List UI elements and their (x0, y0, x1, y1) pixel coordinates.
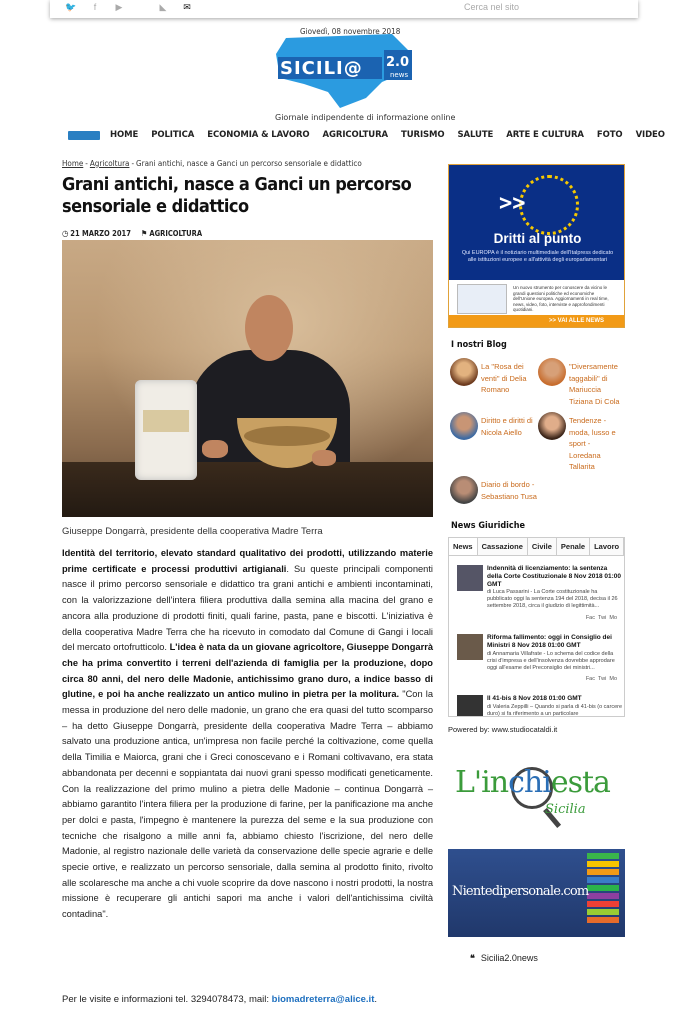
ad-device-image (457, 284, 507, 314)
email-link[interactable]: biomadreterra@alice.it (271, 994, 375, 1005)
arrows-icon: >> (499, 191, 526, 216)
tag-icon: ⚑ (140, 229, 148, 238)
rss-icon[interactable]: ◣ (159, 2, 167, 12)
breadcrumb-current: Grani antichi, nasce a Ganci un percorso sensoriale e didattico (136, 159, 362, 168)
quote-icon: ❝ (470, 953, 475, 963)
nav-item-economia[interactable]: ECONOMIA & LAVORO (207, 130, 310, 140)
blog-link[interactable]: Diritto e diritti di Nicola Aiello (481, 416, 533, 437)
nav-item-home[interactable]: HOME (110, 130, 139, 140)
blog-link[interactable]: Tendenze - moda, lusso e sport - Loredana Tallarita (569, 416, 616, 471)
article-info: Per le visite e informazioni tel. 3294078473, mail: biomadreterra@alice.it. (62, 994, 377, 1005)
news-thumbnail (457, 695, 483, 717)
photo-flour-bag (135, 380, 197, 480)
powered-by[interactable]: Powered by: www.studiocataldi.it (448, 725, 558, 734)
ad-title: Dritti al punto (493, 231, 582, 246)
nav-item-video[interactable]: VIDEO (635, 130, 665, 140)
breadcrumb-home[interactable]: Home (62, 159, 84, 168)
news-title[interactable]: Indennità di licenziamento: la sentenza della Corte Costituzionale 8 Nov 2018 01:00 GMT (487, 565, 622, 588)
logo-version: 2.0 (386, 55, 410, 70)
mail-icon[interactable]: ✉ (183, 2, 191, 12)
clock-icon: ◷ (62, 229, 69, 238)
article-category[interactable]: ⚑ AGRICOLTURA (140, 229, 203, 238)
tab-news[interactable]: News (449, 538, 478, 555)
photo-caption: Giuseppe Dongarrà, presidente della cooperativa Madre Terra (62, 526, 323, 537)
tab-civile[interactable]: Civile (528, 538, 557, 555)
nav-item-politica[interactable]: POLITICA (151, 130, 195, 140)
news-text: di Annamaria Villafrate - Lo schema del codice della crisi d'impresa e dell'insolvenza dovrebbe approdare oggi all'esame del Preconsiglio dei ministri... (487, 651, 615, 671)
blog-avatar[interactable] (450, 476, 478, 504)
article-date: ◷ 21 MARZO 2017 (62, 229, 131, 238)
blog-avatar[interactable] (538, 412, 566, 440)
news-thumbnail (457, 565, 483, 591)
ad-news-button[interactable]: >> VAI ALLE NEWS (449, 315, 625, 327)
niente-text: Nientedipersonale.com (452, 884, 589, 899)
nientedipersonale-banner[interactable] (448, 849, 625, 937)
news-tabs (449, 538, 624, 556)
youtube-icon[interactable]: ▶ (115, 2, 123, 12)
tab-cassazione[interactable]: Cassazione (478, 538, 528, 555)
main-nav (68, 130, 678, 140)
article-text-2: "Con la messa in produzione del nero delle madonie, un grano che era quasi del tutto scomparso – ha detto Giuseppe Dongarrà, presidente della cooperativa Madre Terra – abbiamo salvato una produzione antica, un'impresa non facile perché la coltivazione, come quella della Timilia e Maiorca, grani che i Greci conoscevano e i Romani coltivavano, era stata abbandonata per decenni e soppiantata dai nuovi grani spesso modificati geneticamente. Con la realizzazione del primo mulino a pietra delle Madonie – continua Dongarrà – abbiamo garantito l'intera filiera per la produzione di farine, per la panificazione ma anche per dolci e pasta, l'impegno è mantenere la purezza del seme e la sua produzione con tecniche che risalgono a mille anni fa, abbiamo chiesto l'iscrizione, del nero delle Madonie, al registro nazionale delle varietà da conservazione delle specie agrarie e delle specie ortive, e realizzato un percorso sensoriale, dalla semina al prodotto finito, rivolto alle scolaresche ma anche a chi vuole scoprire da dove nascono i nostri prodotti, la nostra missione è recuperare gli antichi sapori ma anche i valori dell'antichissima civiltà contadina". (62, 689, 433, 920)
qui-europa-ad[interactable] (448, 164, 625, 328)
news-heading: News Giuridiche (451, 521, 525, 531)
social-links (64, 2, 194, 13)
news-item[interactable] (457, 565, 623, 625)
eu-stars-icon (519, 175, 579, 235)
article-text-1: . Su queste principali componenti nasce il primo percorso sensoriale e didattico tra grani antichi e ambienti incontaminati, con la valorizzazione dell'intera filiera produttiva dalla semina alla macina del grano e ancora alla produzione di prodotti finiti, quali farine, pasta, pane e biscotti. L'iniziativa è della cooperativa Madre Terra che ha ricevuto in comodato dal Comune di Gangi i locali del mercato ortofrutticolo. (62, 563, 433, 653)
news-item[interactable] (457, 634, 623, 694)
top-bar (50, 0, 638, 18)
breadcrumb: Home - Agricoltura - Grani antichi, nasce a Ganci un percorso sensoriale e didattico (62, 159, 362, 168)
tab-penale[interactable]: Penale (557, 538, 590, 555)
search-input[interactable]: Cerca nel sito (464, 2, 520, 12)
nav-item-agricoltura[interactable]: AGRICOLTURA (322, 130, 388, 140)
blog-link[interactable]: Diario di bordo - Sebastiano Tusa (481, 480, 537, 501)
share-links[interactable]: Fac Twi Mo (585, 676, 617, 682)
article-bold-2: L'idea è nata da un giovane agricoltore, Giuseppe Dongarrà che ha prima convertito i terreni dell'azienda di famiglia per la produzione, dopo circa 80 anni, del nero delle Madonie, antichissimo grano duro, a indice basso di glutine, e poi ha anche realizzato un antico mulino in pietra per la molitura. (62, 642, 433, 700)
nav-item-foto[interactable]: FOTO (596, 130, 623, 140)
news-text: di Valeria Zeppilli – Quando si parla di 41-bis (o carcere duro) si fa riferimento a un particolare (487, 704, 623, 717)
news-widget (448, 537, 625, 717)
news-thumbnail (457, 634, 483, 660)
blog-link[interactable]: "Diversamente taggabili" di Mariuccia Tiziana Di Cola (569, 362, 620, 406)
article-lead-bold: Identità del territorio, elevato standard qualitativo dei prodotti, utilizzando materie prime certificate e processi produttivi artigianali (62, 548, 433, 574)
nav-mini-logo[interactable] (68, 131, 100, 140)
tab-lavoro[interactable]: Lavoro (590, 538, 624, 555)
share-links[interactable]: Fac Twi Mo (585, 615, 617, 621)
article-meta (62, 229, 202, 238)
blogs-heading: I nostri Blog (451, 340, 507, 350)
blog-link[interactable]: La "Rosa dei venti" di Delia Romano (481, 362, 527, 394)
ad-subtitle: Qui EUROPA è il notiziario multimediale dell'Italpress dedicato alle istituzioni europee e all'attività degli europarlamentari (461, 250, 614, 263)
site-tagline: Giornale indipendente di informazione online (275, 113, 456, 122)
logo-news: news (390, 71, 409, 79)
ad-small-text: Un nuovo strumento per conoscere da vicino le grandi questioni politiche ed economiche dell'Unione europea. Aggiornamenti in real time, news, video, foto, interviste e approfondimenti quotidiani. (513, 285, 609, 312)
news-text: di Luca Passarini - La Corte costituzionale ha pubblicato oggi la sentenza 194 del 2018, decisa il 26 settembre 2018, circa il giudizio di legittimità... (487, 589, 618, 609)
facebook-icon[interactable]: f (93, 2, 97, 12)
logo-text: SICILI@ (280, 58, 363, 79)
news-title[interactable]: Riforma fallimento: oggi in Consiglio dei Ministri 8 Nov 2018 01:00 GMT (487, 634, 612, 649)
blog-avatar[interactable] (450, 412, 478, 440)
twitter-icon[interactable]: 🐦 (65, 2, 77, 12)
header-date: Giovedì, 08 novembre 2018 (300, 27, 401, 36)
inchiesta-sicilia-logo[interactable]: L'inchiesta Sicilia (455, 765, 620, 845)
article-body (62, 546, 433, 923)
nav-item-salute[interactable]: SALUTE (457, 130, 494, 140)
nav-item-arte-cultura[interactable]: ARTE E CULTURA (506, 130, 584, 140)
blog-avatar[interactable] (450, 358, 478, 386)
twitter-widget[interactable]: ❝ Sicilia2.0news (470, 953, 538, 963)
breadcrumb-category[interactable]: Agricoltura (89, 159, 130, 168)
news-item[interactable] (457, 695, 623, 717)
blog-avatar[interactable] (538, 358, 566, 386)
article-photo (62, 240, 433, 517)
site-logo[interactable] (274, 32, 414, 110)
article-title: Grani antichi, nasce a Ganci un percorso sensoriale e didattico (62, 174, 412, 217)
nav-item-turismo[interactable]: TURISMO (401, 130, 445, 140)
news-title[interactable]: Il 41-bis 8 Nov 2018 01:00 GMT (487, 695, 582, 702)
